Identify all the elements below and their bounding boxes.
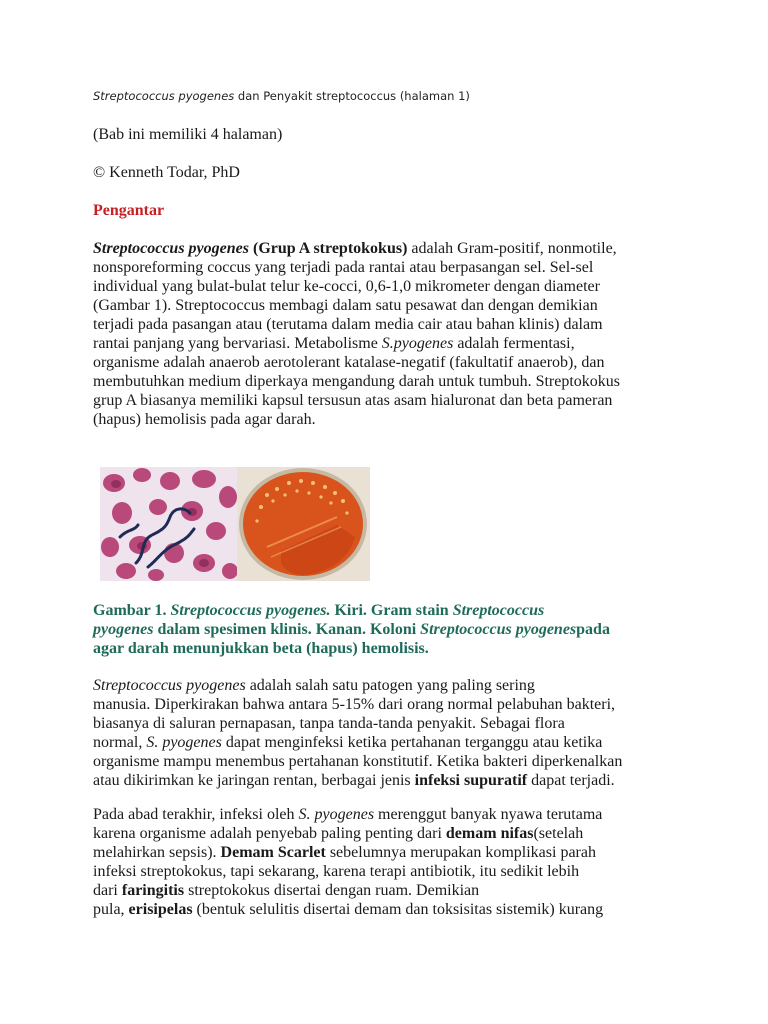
para2-line-6: atau dikirimkan ke jaringan rentan, berbagai jenis infeksi supuratif dapat terjadi. xyxy=(93,772,615,789)
intro-line-2: nonsporeforming coccus yang terjadi pada rantai atau berpasangan sel. Sel-sel xyxy=(93,259,594,276)
document-heading xyxy=(93,89,470,103)
para3-line-4: infeksi streptokokus, tapi sekarang, karena terapi antibiotik, itu sedikit lebih xyxy=(93,863,580,880)
intro-line-5: terjadi pada pasangan atau (terutama dalam media cair atau bahan klinis) dalam xyxy=(93,316,603,333)
para2-line-2: manusia. Diperkirakan bahwa antara 5-15% dari orang normal pelabuhan bakteri, xyxy=(93,696,616,713)
intro-line-8: membutuhkan medium diperkaya mengandung darah untuk tumbuh. Streptokokus xyxy=(93,373,621,390)
caption-line-1: Gambar 1. Streptococcus pyogenes. Kiri. Gram stain Streptococcus xyxy=(93,602,545,619)
heading-species: Streptococcus pyogenes xyxy=(93,89,235,103)
para3-line-3: melahirkan sepsis). Demam Scarlet sebelumnya merupakan komplikasi parah xyxy=(93,844,596,861)
caption-line-3: agar darah menunjukkan beta (hapus) hemolisis. xyxy=(93,640,429,657)
pathogen-paragraph xyxy=(93,676,622,790)
heading-rest: dan Penyakit streptococcus (halaman 1) xyxy=(234,89,470,103)
figure-caption xyxy=(93,601,610,658)
intro-line-9: grup A biasanya memiliki kapsul tersusun atas asam hialuronat dan beta pameran xyxy=(93,392,613,409)
chapter-note: (Bab ini memiliki 4 halaman) xyxy=(93,126,283,143)
para3-line-5: dari faringitis streptokokus disertai dengan ruam. Demikian xyxy=(93,882,480,899)
para2-line-1: Streptococcus pyogenes adalah salah satu patogen yang paling sering xyxy=(93,677,535,694)
intro-paragraph xyxy=(93,239,620,429)
intro-line-10: (hapus) hemolisis pada agar darah. xyxy=(93,411,316,428)
gram-stain-image xyxy=(100,467,237,581)
figure-1-images xyxy=(100,467,370,581)
caption-line-2: pyogenes dalam spesimen klinis. Kanan. Koloni Streptococcus pyogenespada xyxy=(93,621,610,638)
intro-line-1: Streptococcus pyogenes (Grup A streptokokus) adalah Gram-positif, nonmotile, xyxy=(93,240,617,257)
para2-line-4: normal, S. pyogenes dapat menginfeksi ketika pertahanan terganggu atau ketika xyxy=(93,734,603,751)
para3-line-1: Pada abad terakhir, infeksi oleh S. pyogenes merenggut banyak nyawa terutama xyxy=(93,806,603,823)
para2-line-5: organisme mampu menembus pertahanan konstitutif. Ketika bakteri diperkenalkan xyxy=(93,753,623,770)
para3-line-6: pula, erisipelas (bentuk selulitis disertai demam dan toksisitas sistemik) kurang xyxy=(93,901,604,918)
intro-line-4: (Gambar 1). Streptococcus membagi dalam satu pesawat dan dengan demikian xyxy=(93,297,598,314)
para2-line-3: biasanya di saluran pernapasan, tanpa tanda-tanda penyakit. Sebagai flora xyxy=(93,715,565,732)
history-paragraph xyxy=(93,805,603,919)
intro-line-6: rantai panjang yang bervariasi. Metabolisme S.pyogenes adalah fermentasi, xyxy=(93,335,575,352)
author-credit: © Kenneth Todar, PhD xyxy=(93,164,240,181)
intro-line-7: organisme adalah anaerob aerotolerant katalase-negatif (fakultatif anaerob), dan xyxy=(93,354,605,371)
section-title: Pengantar xyxy=(93,202,165,219)
intro-line-3: individual yang bulat-bulat telur ke-cocci, 0,6-1,0 mikrometer dengan diameter xyxy=(93,278,600,295)
para3-line-2: karena organisme adalah penyebab paling penting dari demam nifas(setelah xyxy=(93,825,584,842)
blood-agar-image xyxy=(237,467,370,581)
